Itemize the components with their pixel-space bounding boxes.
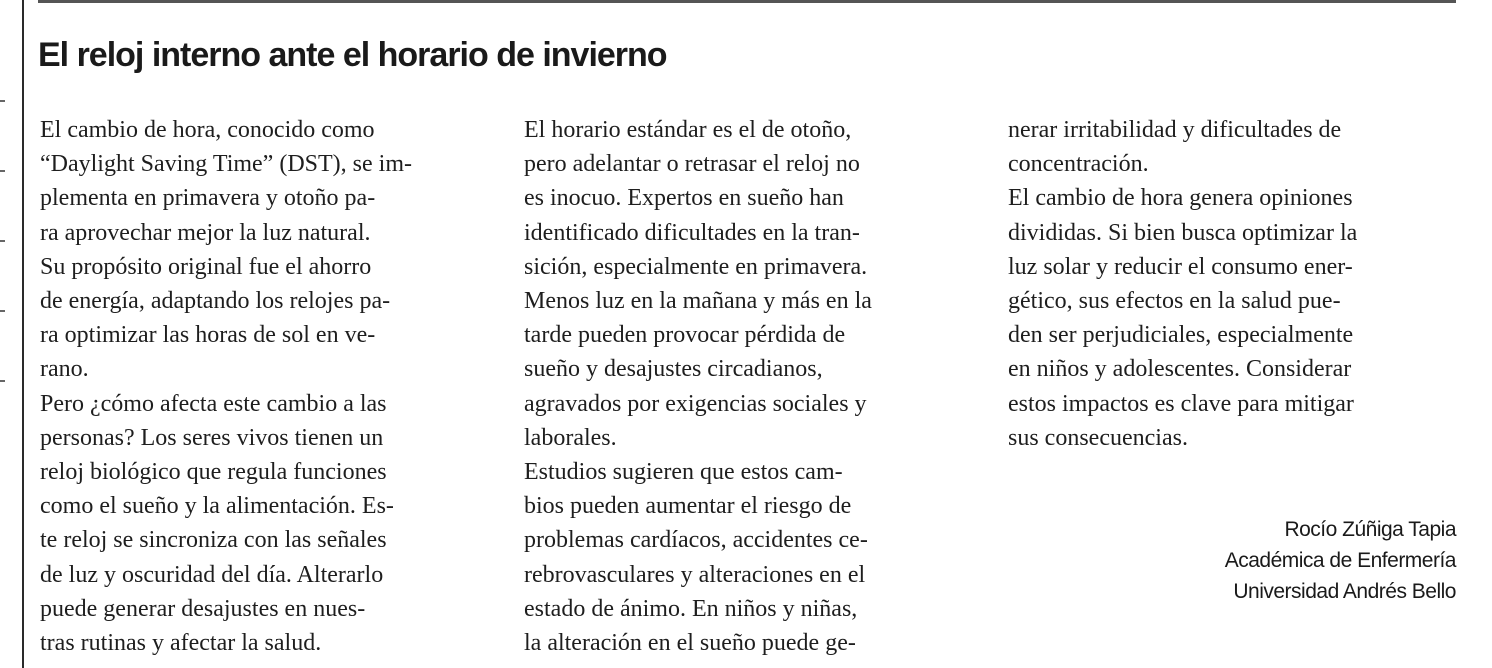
article-text-line: reloj biológico que regula funciones bbox=[40, 459, 387, 486]
article-text-line: El cambio de hora genera opiniones bbox=[1008, 185, 1353, 212]
article-text-line: problemas cardíacos, accidentes ce- bbox=[524, 527, 868, 554]
article-text-line: como el sueño y la alimentación. Es- bbox=[40, 493, 394, 520]
article-column-2 bbox=[524, 113, 974, 660]
author-name: Rocío Zúñiga Tapia bbox=[1284, 518, 1456, 541]
article-text-line: tras rutinas y afectar la salud. bbox=[40, 630, 322, 657]
article-text-line: laborales. bbox=[524, 424, 617, 451]
article-text-line: sueño y desajustes circadianos, bbox=[524, 356, 823, 383]
top-rule bbox=[38, 0, 1456, 3]
article-text-line: luz solar y reducir el consumo ener- bbox=[1008, 253, 1353, 280]
article-text-line: concentración. bbox=[1008, 151, 1149, 178]
article-text-line: ra aprovechar mejor la luz natural. bbox=[40, 219, 371, 246]
author-byline bbox=[1225, 514, 1456, 607]
article-text-line: Estudios sugieren que estos cam- bbox=[524, 459, 843, 486]
author-role: Académica de Enfermería bbox=[1224, 549, 1456, 572]
article-text-line: de energía, adaptando los relojes pa- bbox=[40, 288, 391, 315]
article-text-line: identificado dificultades en la tran- bbox=[524, 219, 860, 246]
article-text-line: gético, sus efectos en la salud pue- bbox=[1008, 288, 1341, 315]
article-text-line: divididas. Si bien busca optimizar la bbox=[1008, 219, 1358, 246]
margin-ticks bbox=[0, 100, 8, 420]
article-text-line: agravados por exigencias sociales y bbox=[524, 390, 867, 417]
article-text-line: la alteración en el sueño puede ge- bbox=[524, 630, 856, 657]
article-text-line: puede generar desajustes en nues- bbox=[40, 595, 366, 622]
article-text-line: rebrovasculares y alteraciones en el bbox=[524, 561, 866, 588]
article-text-line: rano. bbox=[40, 356, 89, 383]
article-text-line: El horario estándar es el de otoño, bbox=[524, 117, 852, 143]
article-text-line: personas? Los seres vivos tienen un bbox=[40, 424, 384, 451]
article-text-line: Menos luz en la mañana y más en la bbox=[524, 288, 872, 315]
article-text-line: estado de ánimo. En niños y niñas, bbox=[524, 595, 858, 622]
article-text-line: “Daylight Saving Time” (DST), se im- bbox=[40, 151, 412, 178]
article-text-line: nerar irritabilidad y dificultades de bbox=[1008, 117, 1342, 143]
article-column-3 bbox=[1008, 113, 1458, 455]
article-text-line: Su propósito original fue el ahorro bbox=[40, 253, 372, 280]
author-institution: Universidad Andrés Bello bbox=[1233, 580, 1456, 603]
article-text-line: te reloj se sincroniza con las señales bbox=[40, 527, 387, 554]
article-text-line: es inocuo. Expertos en sueño han bbox=[524, 185, 844, 212]
article-text-line: ra optimizar las horas de sol en ve- bbox=[40, 322, 376, 349]
article-text-line: sición, especialmente en primavera. bbox=[524, 253, 868, 280]
article-text-line: plementa en primavera y otoño pa- bbox=[40, 185, 376, 212]
article-text-line: pero adelantar o retrasar el reloj no bbox=[524, 151, 860, 178]
article-text-line: Pero ¿cómo afecta este cambio a las bbox=[40, 390, 387, 417]
article-text-line: bios pueden aumentar el riesgo de bbox=[524, 493, 852, 520]
article-headline: El reloj interno ante el horario de invierno bbox=[38, 36, 667, 74]
article-text-line: den ser perjudiciales, especialmente bbox=[1008, 322, 1354, 349]
article-column-1 bbox=[40, 113, 480, 660]
article-text-line: de luz y oscuridad del día. Alterarlo bbox=[40, 561, 384, 588]
article-text-line: El cambio de hora, conocido como bbox=[40, 117, 375, 143]
article-text-line: sus consecuencias. bbox=[1008, 424, 1188, 451]
left-column-rule bbox=[22, 0, 24, 668]
article-text-line: estos impactos es clave para mitigar bbox=[1008, 390, 1354, 417]
article-text-line: tarde pueden provocar pérdida de bbox=[524, 322, 846, 349]
article-text-line: en niños y adolescentes. Considerar bbox=[1008, 356, 1352, 383]
